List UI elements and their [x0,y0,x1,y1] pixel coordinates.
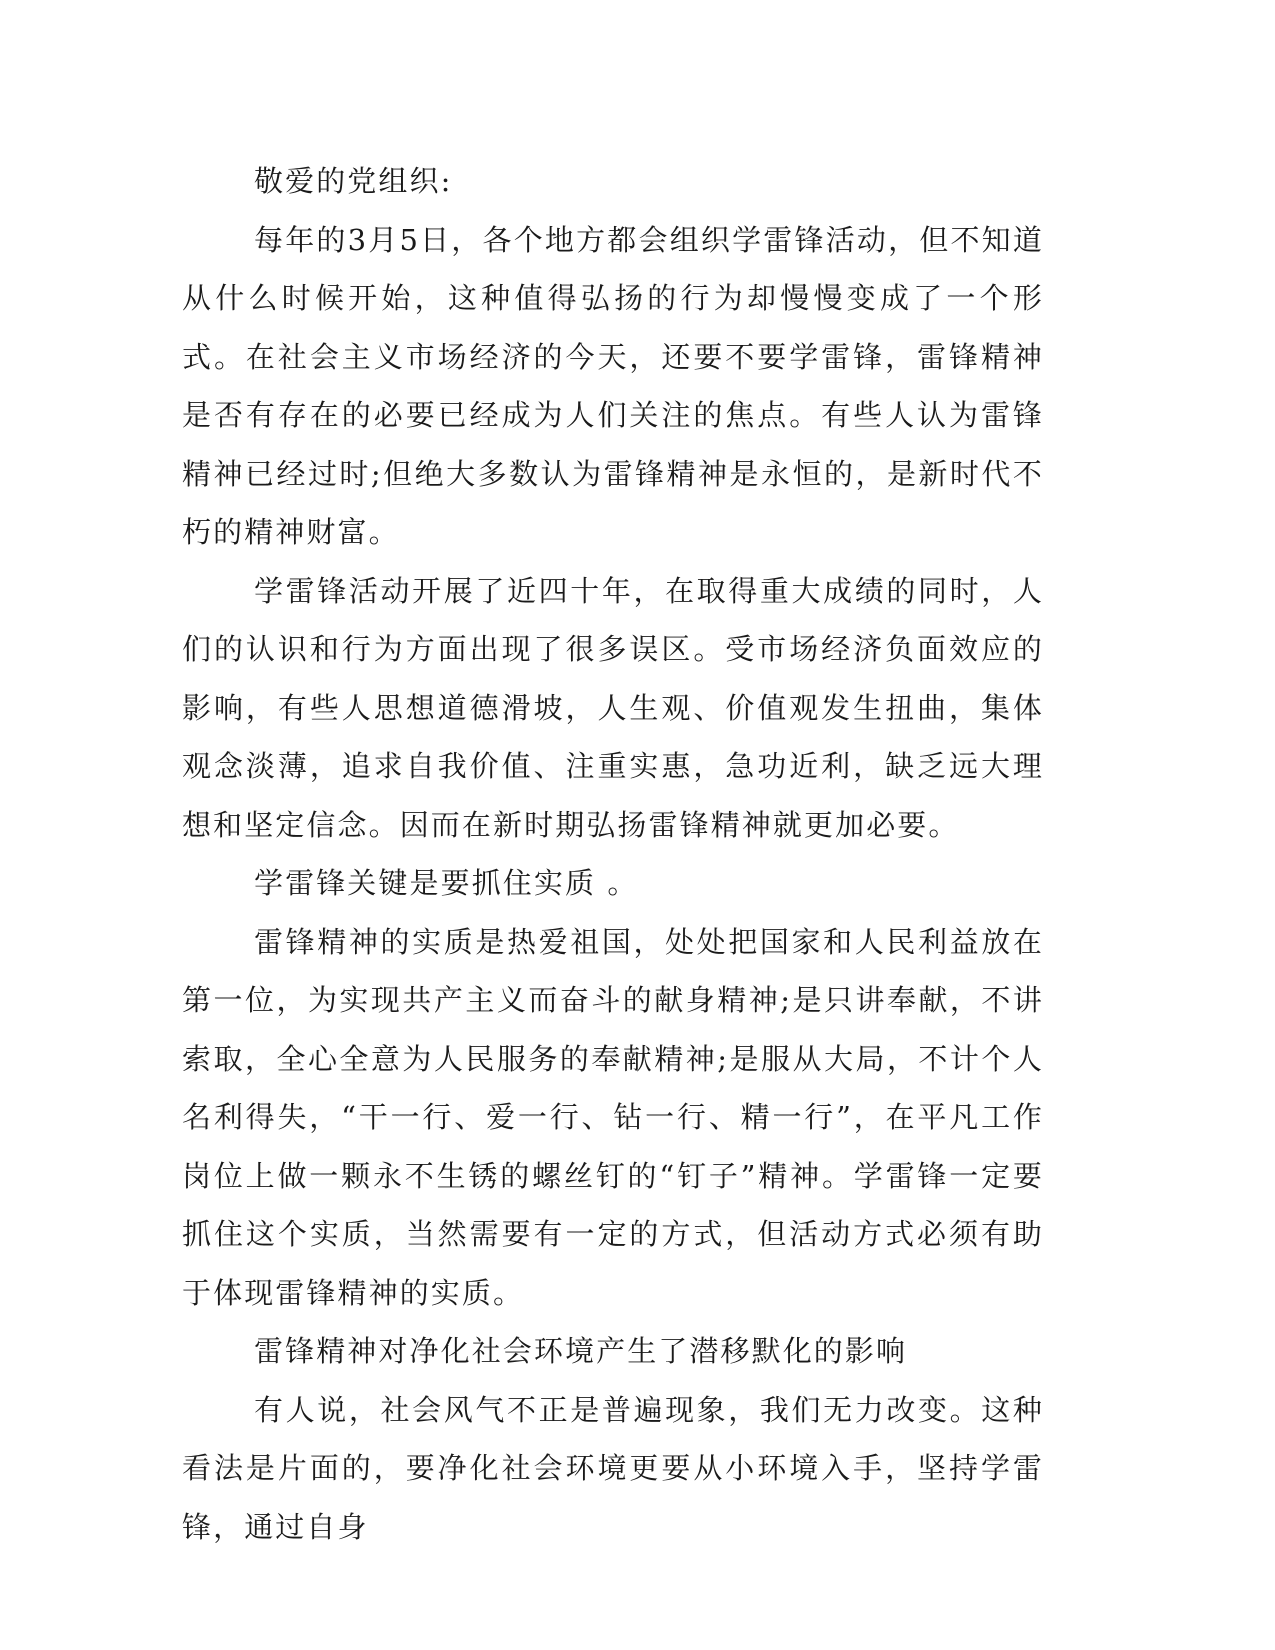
section-heading: 学雷锋关键是要抓住实质 。 [254,866,639,900]
paragraph: 有人说，社会风气不正是普遍现象，我们无力改变。这种看法是片面的，要净化社会环境更要从小环境入手，坚持学雷锋，通过自身 [182,1392,1044,1544]
paragraph: 雷锋精神的实质是热爱祖国，处处把国家和人民利益放在第一位，为实现共产主义而奋斗的献身精神;是只讲奉献，不讲索取，全心全意为人民服务的奉献精神;是服从大局，不计个人名利得失，“干一行、爱一行、钻一行、精一行”，在平凡工作岗位上做一颗永不生锈的螺丝钉的“钉子”精神。学雷锋一定要抓住这个实质，当然需要有一定的方式，但活动方式必须有助于体现雷锋精神的实质。 [182,924,1044,1310]
paragraph: 每年的3月5日，各个地方都会组织学雷锋活动，但不知道从什么时候开始，这种值得弘扬的行为却慢慢变成了一个形式。在社会主义市场经济的今天，还要不要学雷锋，雷锋精神是否有存在的必要已经成为人们关注的焦点。有些人认为雷锋精神已经过时;但绝大多数认为雷锋精神是永恒的，是新时代不朽的精神财富。 [182,222,1044,549]
paragraph: 学雷锋活动开展了近四十年，在取得重大成绩的同时，人们的认识和行为方面出现了很多误区。受市场经济负面效应的影响，有些人思想道德滑坡，人生观、价值观发生扭曲，集体观念淡薄，追求自我价值、注重实惠，急功近利，缺乏远大理想和坚定信念。因而在新时期弘扬雷锋精神就更加必要。 [182,573,1044,842]
salutation: 敬爱的党组织: [254,164,453,198]
section-heading: 雷锋精神对净化社会环境产生了潜移默化的影响 [254,1334,908,1368]
document-body [182,152,1044,1556]
